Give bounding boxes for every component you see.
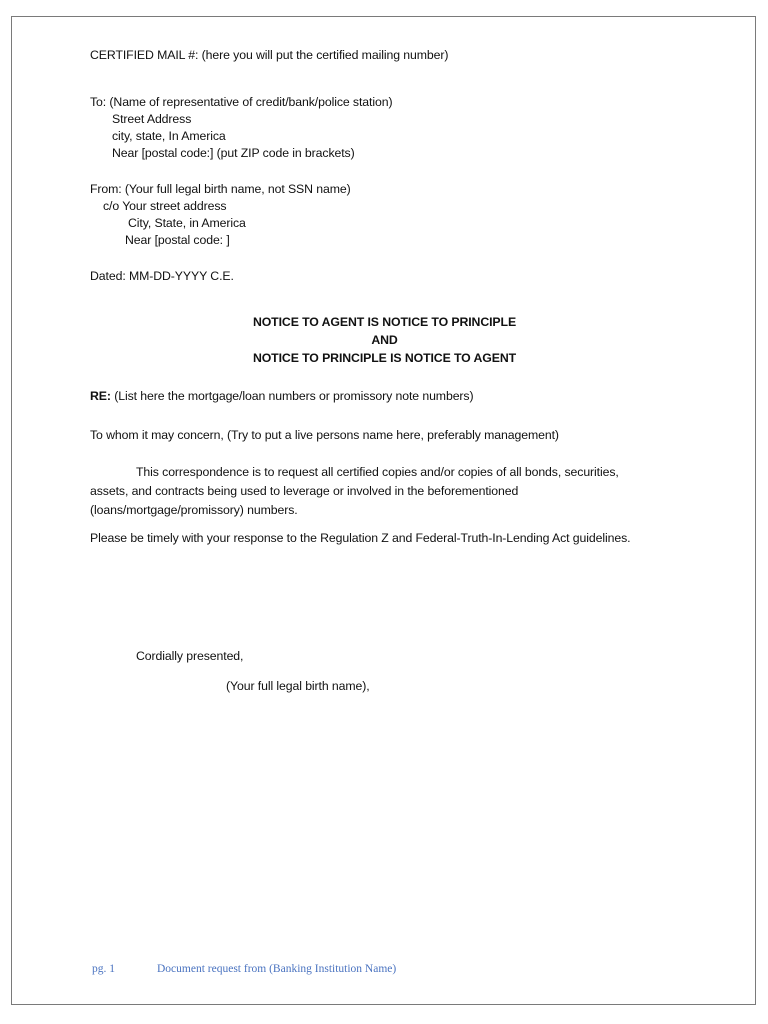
body-paragraph-2: Please be timely with your response to the Regulation Z and Federal-Truth-In-Lending Act guidelines. [90,531,631,545]
from-city-line: City, State, in America [128,216,246,230]
body-paragraph-1-line-3: (loans/mortgage/promissory) numbers. [90,503,298,517]
notice-heading-line-3: NOTICE TO PRINCIPLE IS NOTICE TO AGENT [252,351,517,365]
footer-document-title: Document request from (Banking Institution Name) [157,963,397,975]
re-line [90,388,473,405]
notice-heading-line-2: AND [371,333,398,347]
closing-line: Cordially presented, [136,649,244,663]
to-street-line: Street Address [112,112,192,126]
certified-mail-line: CERTIFIED MAIL #: (here you will put the certified mailing number) [90,48,449,62]
from-postal-line: Near [postal code: ] [125,233,230,247]
to-city-line: city, state, In America [112,129,226,143]
footer-page-number: pg. 1 [92,963,115,975]
body-paragraph-1-line-2: assets, and contracts being used to leverage or involved in the beforementioned [90,484,519,498]
to-recipient-line: To: (Name of representative of credit/bank/police station) [90,95,393,109]
salutation-line: To whom it may concern, (Try to put a live persons name here, preferably management) [90,428,559,442]
dated-line: Dated: MM-DD-YYYY C.E. [90,269,234,283]
notice-heading-line-1: NOTICE TO AGENT IS NOTICE TO PRINCIPLE [252,315,517,329]
re-text: (List here the mortgage/loan numbers or promissory note numbers) [110,389,474,403]
from-name-line: From: (Your full legal birth name, not SSN name) [90,182,351,196]
body-paragraph-1-line-1: This correspondence is to request all certified copies and/or copies of all bonds, securities, [136,465,619,479]
signature-line: (Your full legal birth name), [226,679,370,693]
to-postal-line: Near [postal code:] (put ZIP code in brackets) [112,146,355,160]
from-street-line: c/o Your street address [103,199,227,213]
document-page [11,16,756,1005]
re-label: RE: [90,389,111,403]
